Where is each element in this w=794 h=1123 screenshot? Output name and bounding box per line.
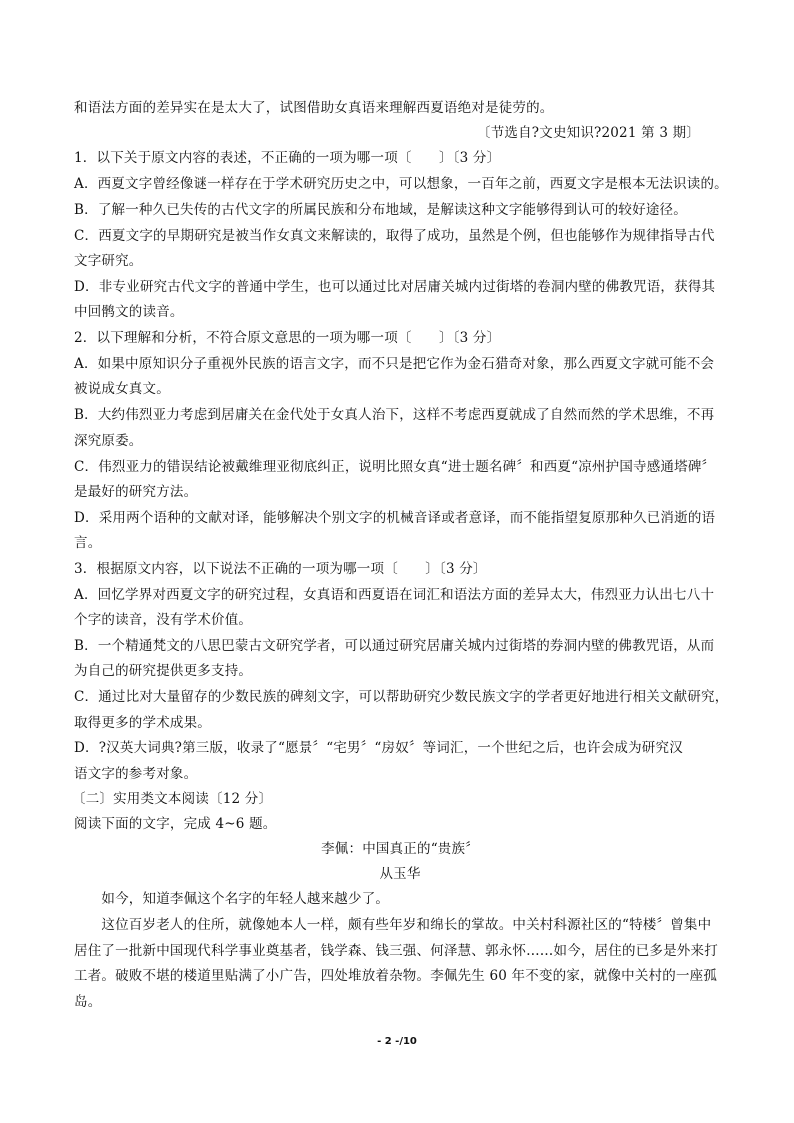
option-2c-cont: 是最好的研究方法。: [74, 484, 198, 500]
question-2: 2．以下理解和分析，不符合原文意思的一项为哪一项〔 〕〔3 分〕: [74, 330, 501, 346]
option-1d-cont: 中回鹘文的读音。: [74, 304, 184, 320]
paragraph-line: 工者。破败不堪的楼道里贴满了小广告，四处堆放着杂物。李佩先生 60 年不变的家，就像中关村的一座孤: [74, 968, 718, 984]
option-2b: B．大约伟烈亚力考虑到居庸关在金代处于女真人治下，这样不考虑西夏就成了自然而然的学术思维，不再: [74, 407, 715, 423]
paragraph-line: 如今，知道李佩这个名字的年轻人越来越少了。: [74, 891, 390, 907]
question-3: 3．根据原文内容，以下说法不正确的一项为哪一项〔 〕〔3 分〕: [74, 561, 487, 577]
option-1a: A．西夏文字曾经像谜一样存在于学术研究历史之中，可以想象，一百年之前，西夏文字是根本无法识读的。: [74, 176, 728, 192]
paragraph-line: 这位百岁老人的住所，就像她本人一样，颇有些年岁和绵长的掌故。中关村科源社区的“特楼〞曾集中: [74, 917, 712, 933]
page-number: - 2 -/10: [377, 1036, 417, 1047]
option-1d: D．非专业研究古代文字的普通中学生，也可以通过比对居庸关城内过街塔的卷洞内壁的佛教咒语，获得其: [74, 279, 716, 295]
source-citation: 〔节选自?文史知识?2021 第 3 期〕: [477, 125, 700, 141]
option-3d: D．?汉英大词典?第三版，收录了“愿景〞“宅男〞“房奴〞等词汇，一个世纪之后，也许会成为研究汉: [74, 740, 683, 756]
option-3c-cont: 取得更多的学术成果。: [74, 715, 211, 731]
option-3a: A．回忆学界对西夏文字的研究过程，女真语和西夏语在词汇和语法方面的差异太大，伟烈亚力认出七八十: [74, 587, 715, 603]
text-line: 和语法方面的差异实在是太大了，试图借助女真语来理解西夏语绝对是徒劳的。: [74, 100, 554, 116]
option-1b: B．了解一种久已失传的古代文字的所属民族和分布地域，是解读这种文字能够得到认可的较好途径。: [74, 202, 687, 218]
paragraph-line: 岛。: [74, 994, 102, 1010]
section-heading: 〔二〕实用类文本阅读〔12 分〕: [72, 791, 273, 807]
paragraph-line: 居住了一批新中国现代科学事业奠基者，钱学森、钱三强、何泽慧、郭永怀……如今，居住的已多是外来打: [74, 943, 718, 959]
option-2a: A．如果中原知识分子重视外民族的语言文字，而不只是把它作为金石猎奇对象，那么西夏文字就可能不会: [74, 356, 715, 372]
question-1: 1．以下关于原文内容的表述，不正确的一项为哪一项〔 〕〔3 分〕: [74, 150, 501, 166]
option-1c-cont: 文字研究。: [74, 253, 143, 269]
option-2d: D．采用两个语种的文献对译，能够解决个别文字的机械音译或者意译，而不能指望复原那种久已消逝的语: [74, 510, 716, 526]
reading-instruction: 阅读下面的文字，完成 4~6 题。: [74, 816, 277, 832]
article-title: 李佩：中国真正的“贵族〞: [321, 841, 479, 857]
option-2c: C．伟烈亚力的错误结论被戴维理亚彻底纠正，说明比照女真“进士题名碑〞和西夏“凉州护国寺感通塔碑〞: [74, 459, 716, 475]
option-3d-cont: 语文字的参考对象。: [74, 766, 198, 782]
option-1c: C．西夏文字的早期研究是被当作女真文来解读的，取得了成功，虽然是个例，但也能够作为规律指导古代: [74, 228, 715, 244]
option-3c: C．通过比对大量留存的少数民族的碑刻文字，可以帮助研究少数民族文字的学者更好地进行相关文献研究，: [74, 689, 729, 705]
article-author: 从玉华: [379, 866, 421, 882]
option-3b-cont: 为自己的研究提供更多支持。: [74, 663, 253, 679]
option-3b: B．一个精通梵文的八思巴蒙古文研究学者，可以通过研究居庸关城内过街塔的券洞内壁的佛教咒语，从而: [74, 638, 715, 654]
option-2a-cont: 被说成女真文。: [74, 381, 170, 397]
option-2d-cont: 言。: [74, 535, 102, 551]
option-2b-cont: 深究原委。: [74, 433, 143, 449]
option-3a-cont: 个字的读音，没有学术价值。: [74, 612, 253, 628]
